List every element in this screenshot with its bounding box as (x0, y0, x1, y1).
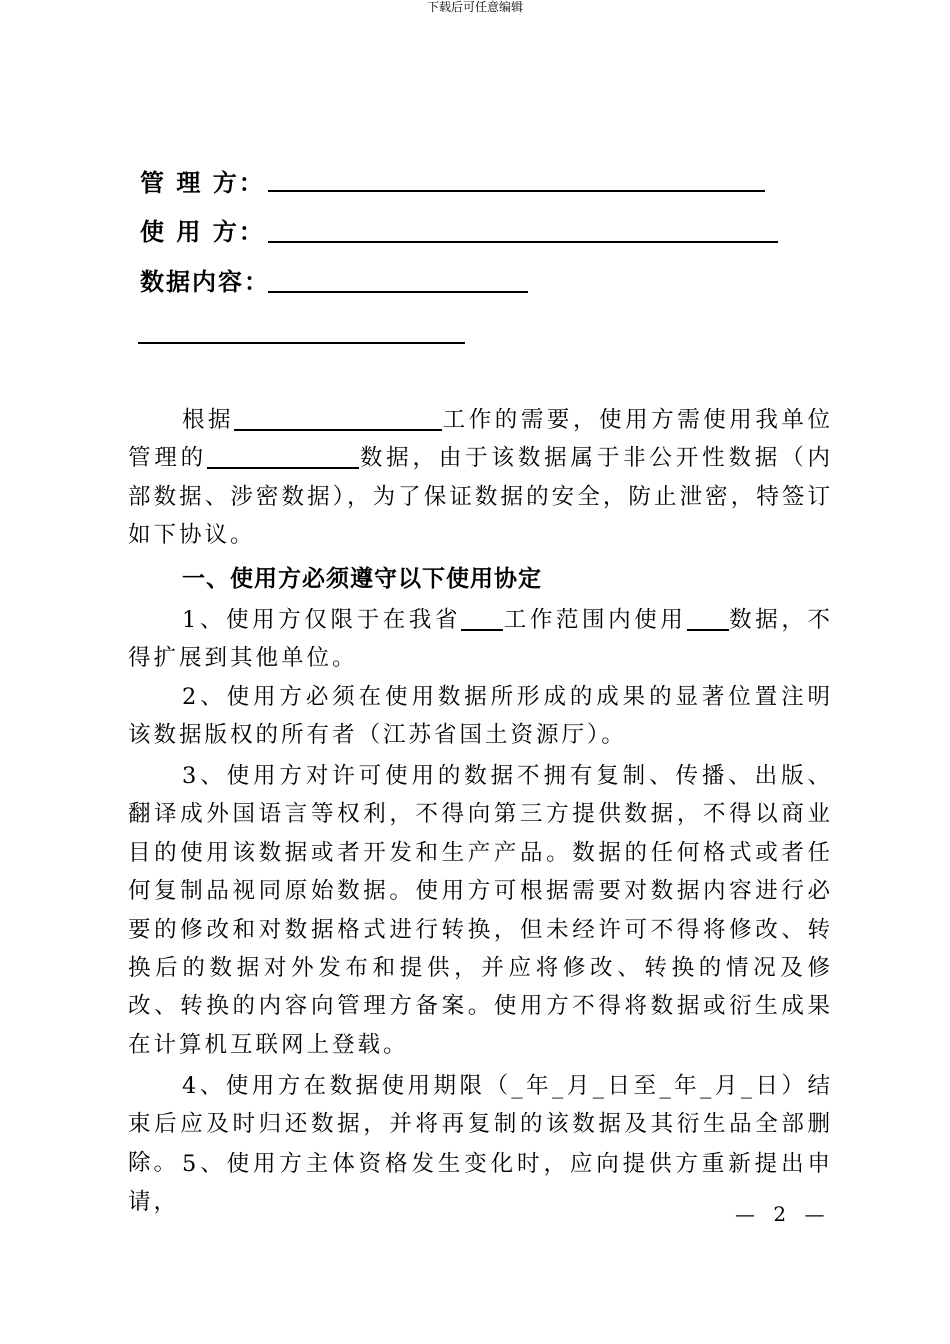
user-label: 使 用 方： (140, 218, 265, 246)
clause1-b: 工作范围内使用 (503, 607, 687, 633)
manager-field (140, 168, 265, 198)
clause1-c: 数据，不得扩展到其他单位。 (128, 607, 833, 672)
intro-c: 数据，由于该数据属于非公开性数据（内部数据、涉密数据），为了保证数据的安全，防止泄密，特签订如下协议。 (128, 445, 833, 549)
clause-1 (128, 601, 833, 678)
user-underline (268, 241, 778, 243)
clause-3: 3、使用方对许可使用的数据不拥有复制、传播、出版、翻译成外国语言等权利，不得向第三方提供数据，不得以商业目的使用该数据或者开发和生产产品。数据的任何格式或者任何复制品视同原始数据。使用方可根据需要对数据内容进行必要的修改和对数据格式进行转换，但未经许可不得将修改、转换后的数据对外发布和提供，并应将修改、转换的情况及修改、转换的内容向管理方备案。使用方不得将数据或衍生成果在计算机互联网上登载。 (128, 763, 833, 1058)
province-blank (461, 607, 503, 631)
intro-paragraph (128, 401, 833, 555)
clause-4: 4、使用方在数据使用期限（_年_月_日至_年_月_日）结束后应及时归还数据，并将再复制的该数据及其衍生品全部删除。 (128, 1073, 833, 1176)
section1-title: 一、使用方必须遵守以下使用协定 (182, 566, 542, 592)
page-number: — 2 — (735, 1202, 831, 1226)
work-blank (234, 407, 442, 431)
intro-a: 根据 (182, 407, 235, 433)
clause-2: 2、使用方必须在使用数据所形成的成果的显著位置注明该数据版权的所有者（江苏省国土资源厅）。 (128, 684, 833, 749)
content-label: 数据内容： (140, 268, 270, 296)
manager-label: 管 理 方： (140, 169, 265, 197)
scope-blank (687, 607, 729, 631)
data-blank (207, 445, 359, 469)
content-underline-2 (138, 342, 465, 344)
user-field (140, 217, 265, 247)
manager-underline (268, 190, 765, 192)
clause1-a: 1、使用方仅限于在我省 (182, 607, 462, 633)
header-note: 下载后可任意编辑 (426, 0, 523, 14)
clause-5: 5、使用方主体资格发生变化时，应向提供方重新提出申请， (128, 1151, 833, 1216)
content-field (140, 267, 270, 297)
content-underline (268, 291, 528, 293)
intro-b: 工作的需要，使用方需使用我单位管理的 (128, 407, 833, 472)
